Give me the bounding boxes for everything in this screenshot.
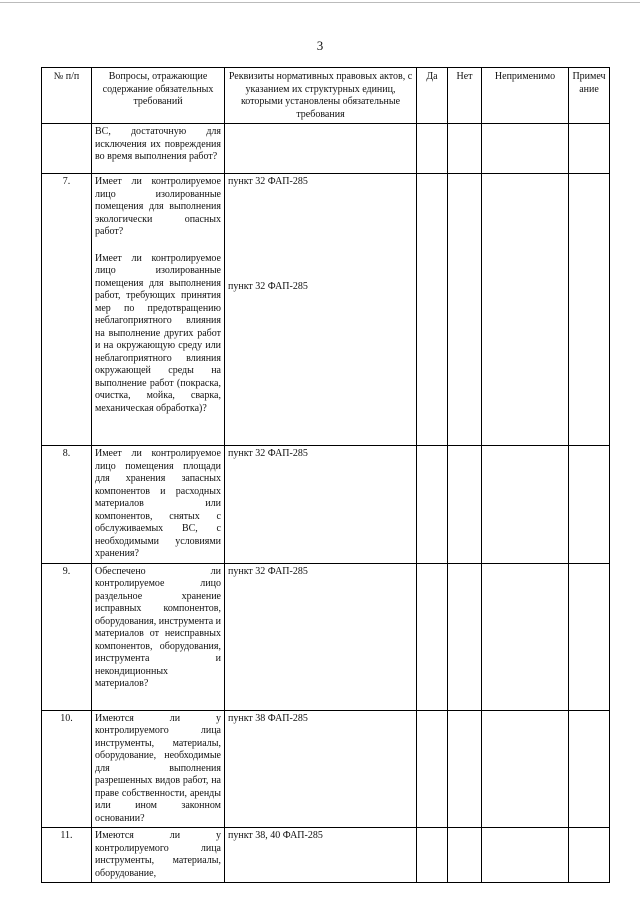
header-num: № п/п — [42, 68, 92, 124]
header-not-applicable: Неприменимо — [482, 68, 569, 124]
page-number: 3 — [316, 38, 324, 53]
row-reference — [225, 124, 417, 174]
reference-spacer — [228, 189, 413, 281]
row-number: 8. — [42, 446, 92, 564]
row-reference: пункт 38 ФАП-285 — [225, 710, 417, 828]
question-part-1: Имеет ли контролируемое лицо изолированные помещения для выполнения экологически опасных работ? — [95, 176, 221, 237]
row-reference: пункт 32 ФАП-285 — [225, 563, 417, 710]
table-row — [42, 124, 610, 174]
cell-note — [569, 828, 610, 883]
table-row — [42, 828, 610, 883]
row-number — [42, 124, 92, 174]
cell-not-applicable — [482, 174, 569, 446]
header-yes: Да — [417, 68, 448, 124]
reference-part-2: пункт 32 ФАП-285 — [228, 280, 308, 292]
cell-yes — [417, 174, 448, 446]
row-number: 9. — [42, 563, 92, 710]
cell-not-applicable — [482, 124, 569, 174]
cell-no — [448, 174, 482, 446]
row-number: 10. — [42, 710, 92, 828]
cell-no — [448, 563, 482, 710]
cell-not-applicable — [482, 828, 569, 883]
cell-yes — [417, 828, 448, 883]
cell-not-applicable — [482, 446, 569, 564]
cell-note — [569, 446, 610, 564]
cell-yes — [417, 563, 448, 710]
question-gap — [95, 239, 221, 253]
row-question: Имеет ли контролируемое лицо помещения площади для хранения запасных компонентов и расходных материалов или компонентов, снятых с обслуживаемых ВС, с необходимыми условиями хранения? — [92, 446, 225, 564]
cell-not-applicable — [482, 710, 569, 828]
table-row — [42, 563, 610, 710]
cell-note — [569, 710, 610, 828]
table-row — [42, 710, 610, 828]
cell-yes — [417, 446, 448, 564]
cell-yes — [417, 124, 448, 174]
cell-no — [448, 710, 482, 828]
row-reference — [225, 174, 417, 446]
row-number: 7. — [42, 174, 92, 446]
cell-no — [448, 446, 482, 564]
row-question: ВС, достаточную для исключения их повреждения во время выполнения работ? — [92, 124, 225, 174]
row-number: 11. — [42, 828, 92, 883]
row-reference: пункт 38, 40 ФАП-285 — [225, 828, 417, 883]
question-part-2: Имеет ли контролируемое лицо изолированные помещения для выполнения работ, требующих принятия мер по предотвращению неблагоприятного влияния на выполнение других работ и на окружающую среду или неблагоприятного влияния окружающей среды на выполнение работ (покраска, очистка, мойка, сварка, механическая обработка)? — [95, 252, 221, 414]
row-question — [92, 174, 225, 446]
row-reference: пункт 32 ФАП-285 — [225, 446, 417, 564]
checklist-table — [41, 67, 610, 883]
table-row — [42, 174, 610, 446]
reference-part-1: пункт 32 ФАП-285 — [228, 176, 308, 187]
top-rule — [0, 2, 640, 3]
cell-no — [448, 124, 482, 174]
header-row — [42, 68, 610, 124]
cell-note — [569, 174, 610, 446]
cell-note — [569, 563, 610, 710]
row-question: Имеются ли у контролируемого лица инструменты, материалы, оборудование, необходимые для выполнения разрешенных видов работ, на праве собственности, аренды или ином законном основании? — [92, 710, 225, 828]
row-question: Имеются ли у контролируемого лица инструменты, материалы, оборудование, — [92, 828, 225, 883]
cell-note — [569, 124, 610, 174]
cell-not-applicable — [482, 563, 569, 710]
cell-no — [448, 828, 482, 883]
header-note: Примеч ание — [569, 68, 610, 124]
table-row — [42, 446, 610, 564]
row-question: Обеспечено ли контролируемое лицо раздельное хранение исправных компонентов, оборудования, инструмента и материалов от неисправных компонентов, оборудования, инструмента и некондиционных материалов? — [92, 563, 225, 710]
header-no: Нет — [448, 68, 482, 124]
header-requisites: Реквизиты нормативных правовых актов, с указанием их структурных единиц, которыми установлены обязательные требования — [225, 68, 417, 124]
header-question: Вопросы, отражающие содержание обязательных требований — [92, 68, 225, 124]
cell-yes — [417, 710, 448, 828]
